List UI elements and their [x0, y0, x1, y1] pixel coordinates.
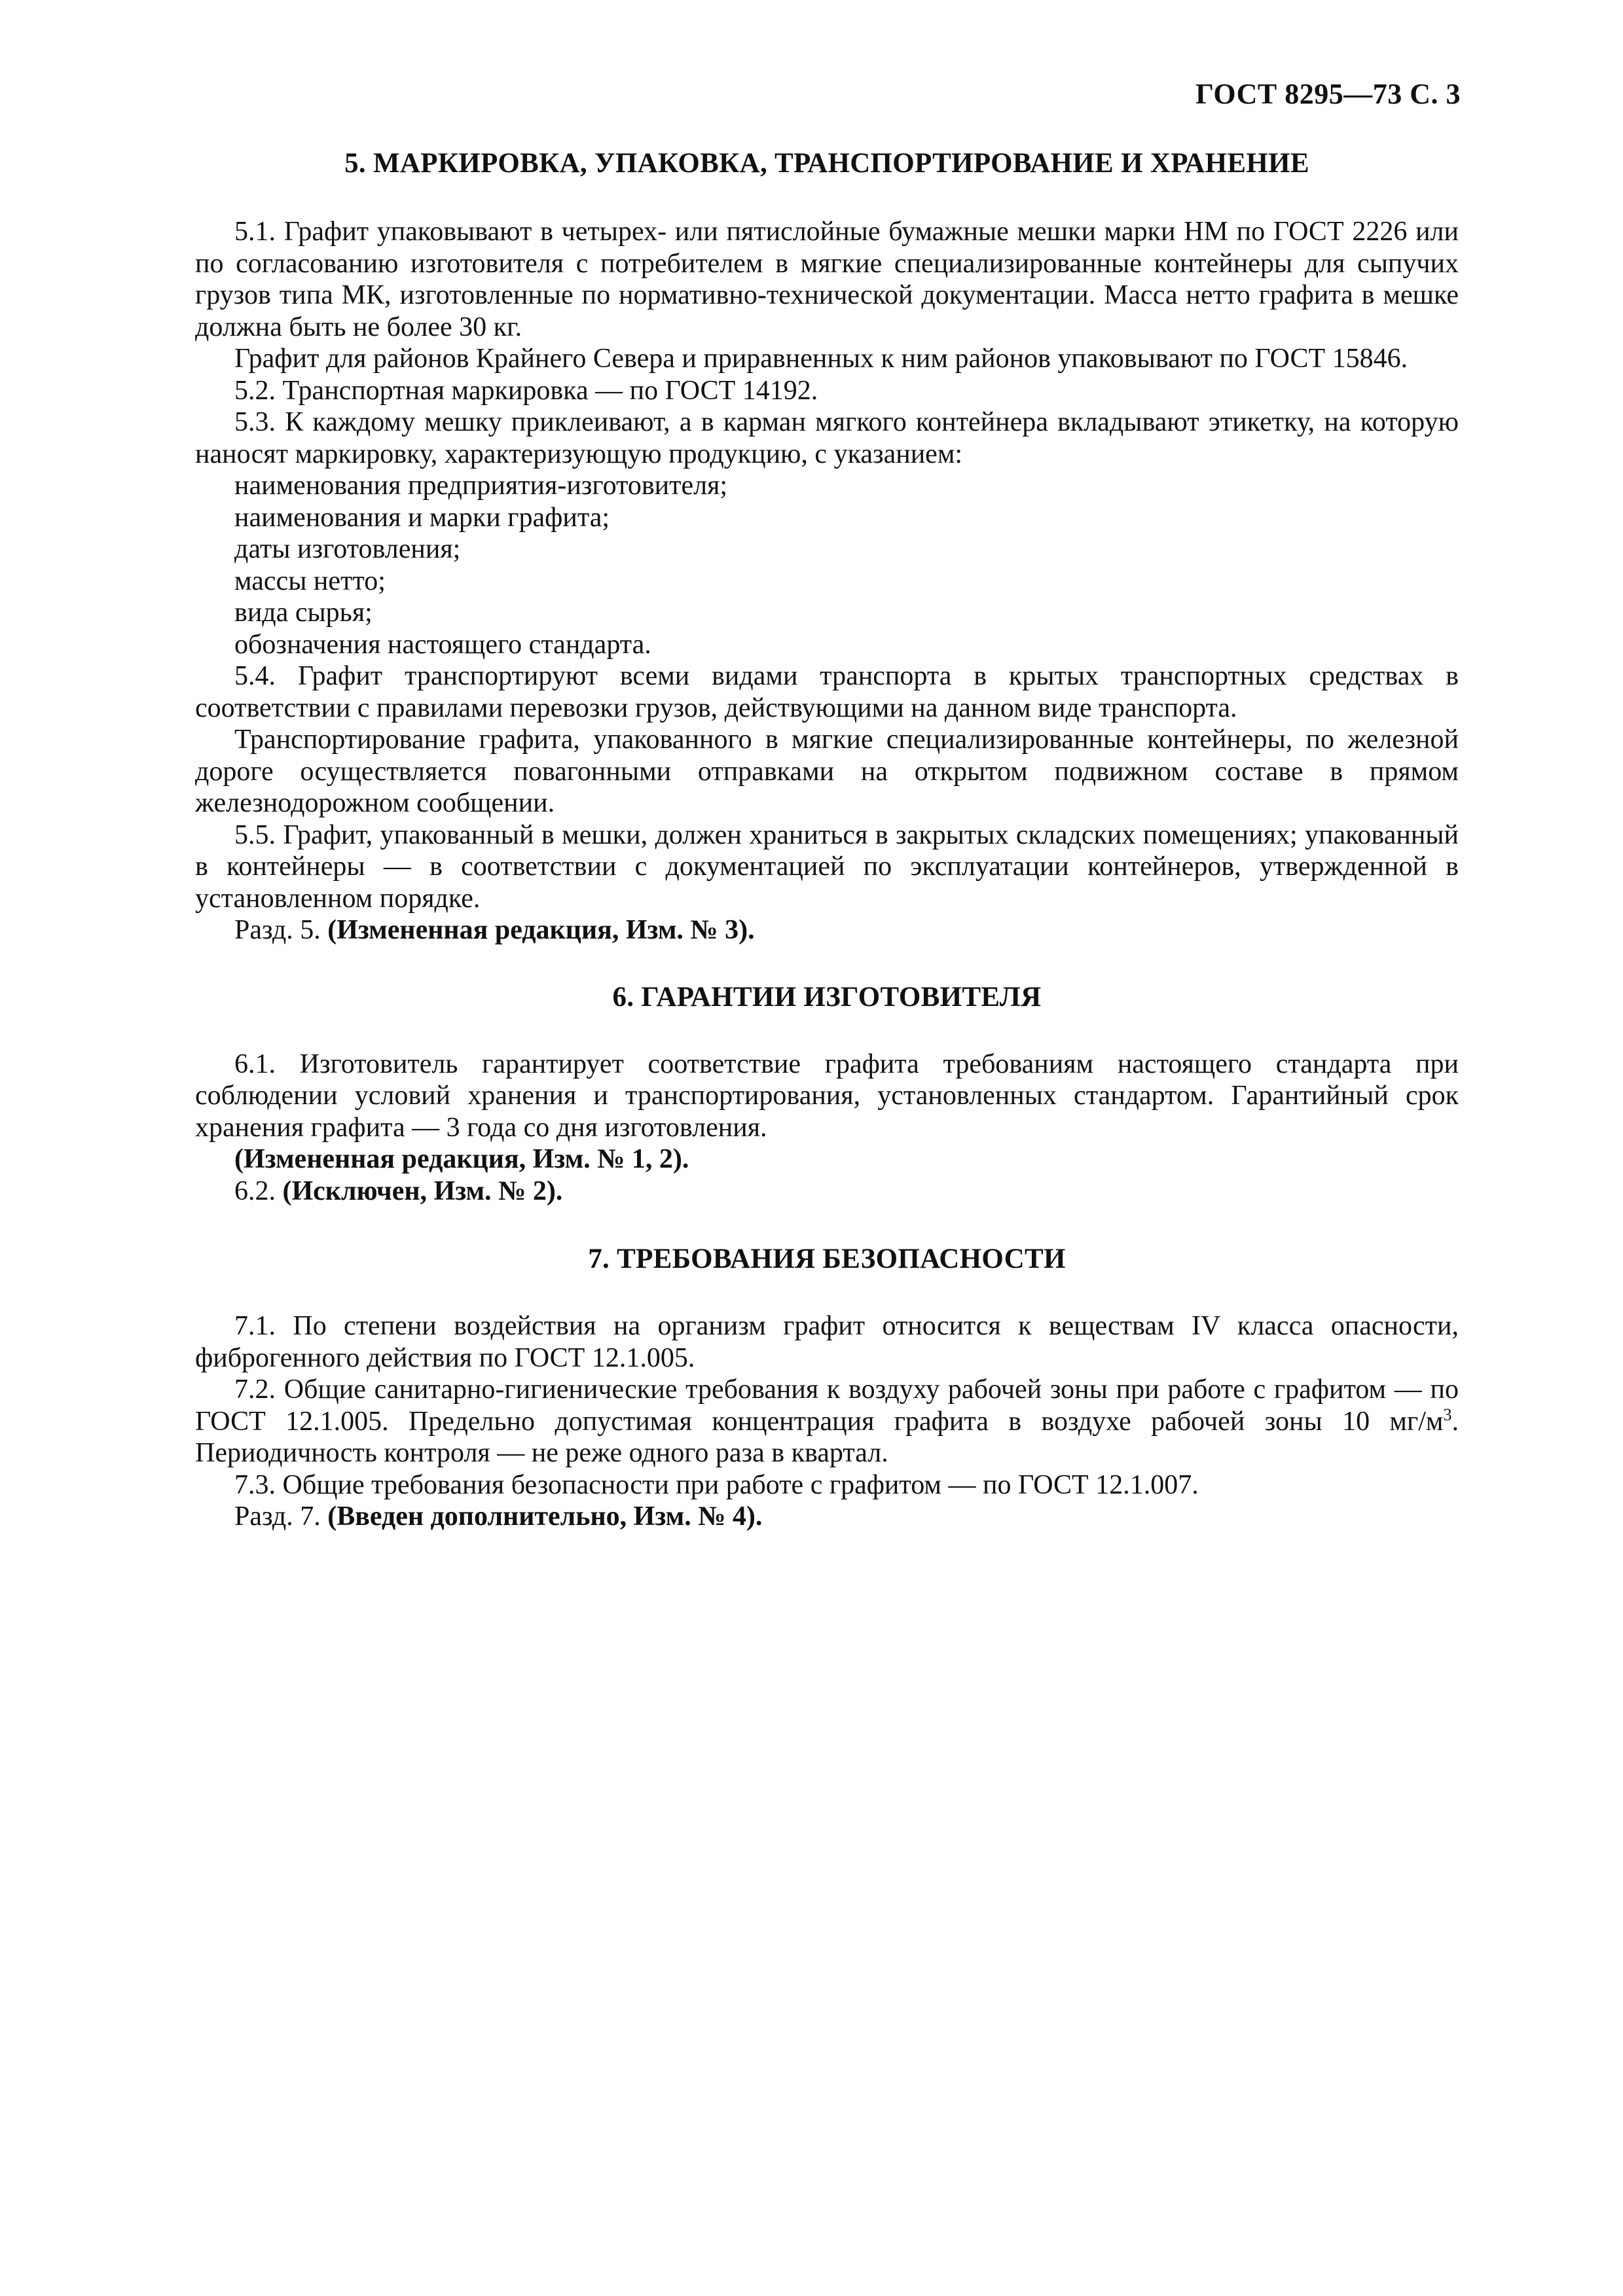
paragraph-5-5: 5.5. Графит, упакованный в мешки, должен храниться в закрытых складских помещениях; упакованный в контейнеры — в соответствии с документацией по эксплуатации контейнеров, утвержденной в установленном порядке.: [195, 819, 1459, 914]
paragraph-6-2: [195, 1175, 1459, 1208]
paragraph-5-4-rail: Транспортирование графита, упакованного в мягкие специализированные контейнеры, по железной дороге осуществляется повагонными отправками на открытом подвижном составе в прямом железнодорожном сообщении.: [195, 725, 1459, 818]
note-amendment: (Введен дополнительно, Изм. № 4).: [327, 1501, 763, 1532]
paragraph-5-1-north: Графит для районов Крайнего Севера и приравненных к ним районов упаковывают по ГОСТ 15846.: [234, 344, 1408, 374]
paragraph-7-2-main: 7.2. Общие санитарно-гигиенические требования к воздуху рабочей зоны при работе с графитом — по ГОСТ 12.1.005. Предельно допустимая концентрация графита в воздухе рабочей зоны 10 мг/м: [195, 1374, 1459, 1437]
note-amendment: (Измененная редакция, Изм. № 3).: [327, 915, 755, 945]
section-6-title: 6. ГАРАНТИИ ИЗГОТОВИТЕЛЯ: [612, 981, 1042, 1013]
list-item: вида сырья;: [234, 598, 373, 628]
list-item: массы нетто;: [234, 565, 386, 596]
paragraph-5-1: 5.1. Графит упаковывают в четырех- или пятислойные бумажные мешки марки НМ по ГОСТ 2226 или по согласованию изготовителя с потребителем в мягкие специализированные контейнеры для сыпучих грузов типа МК, изготовленные по нормативно-технической документации. Масса нетто графита в мешке должна быть не более 30 кг.: [195, 217, 1459, 342]
paragraph-5-2: 5.2. Транспортная маркировка — по ГОСТ 14192.: [234, 375, 818, 406]
note-prefix: Разд. 5.: [234, 915, 328, 945]
running-header: ГОСТ 8295—73 С. 3: [1195, 78, 1461, 110]
list-item: наименования предприятия-изготовителя;: [234, 471, 728, 501]
section-7-title: 7. ТРЕБОВАНИЯ БЕЗОПАСНОСТИ: [588, 1244, 1066, 1274]
paragraph-6-2-number: 6.2.: [234, 1175, 283, 1206]
paragraph-7-1: 7.1. По степени воздействия на организм графит относится к веществам IV класса опасности, фиброгенного действия по ГОСТ 12.1.005.: [195, 1311, 1459, 1373]
list-item: наименования и марки графита;: [234, 502, 610, 533]
section-5-title: 5. МАРКИРОВКА, УПАКОВКА, ТРАНСПОРТИРОВАНИЕ И ХРАНЕНИЕ: [344, 148, 1309, 179]
paragraph-7-2-tail: . Периодичность контроля — не реже одного раза в квартал.: [195, 1406, 1459, 1468]
paragraph-6-1: 6.1. Изготовитель гарантирует соответствие графита требованиям настоящего стандарта при соблюдении условий хранения и транспортирования, установленных стандартом. Гарантийный срок хранения графита — 3 года со дня изготовления.: [195, 1049, 1459, 1143]
paragraph-6-2-excluded: (Исключен, Изм. № 2).: [282, 1175, 563, 1206]
section-7-amendment-note: [195, 1501, 1459, 1533]
paragraph-5-4: 5.4. Графит транспортируют всеми видами транспорта в крытых транспортных средствах в соответствии с правилами перевозки грузов, действующими на данном виде транспорта.: [195, 661, 1459, 723]
list-item: обозначения настоящего стандарта.: [234, 629, 651, 660]
document-body: [195, 147, 1459, 1533]
section-5-amendment-note: [195, 914, 1459, 946]
superscript-3: 3: [1443, 1405, 1452, 1424]
paragraph-6-1-amendment: (Измененная редакция, Изм. № 1, 2).: [234, 1144, 689, 1174]
paragraph-5-3: 5.3. К каждому мешку приклеивают, а в карман мягкого контейнера вкладывают этикетку, на которую наносят маркировку, характеризующую продукцию, с указанием:: [195, 407, 1459, 469]
paragraph-7-2: [195, 1374, 1459, 1469]
paragraph-7-3: 7.3. Общие требования безопасности при работе с графитом — по ГОСТ 12.1.007.: [234, 1469, 1199, 1500]
note-prefix: Разд. 7.: [234, 1501, 328, 1532]
list-item: даты изготовления;: [234, 534, 461, 564]
